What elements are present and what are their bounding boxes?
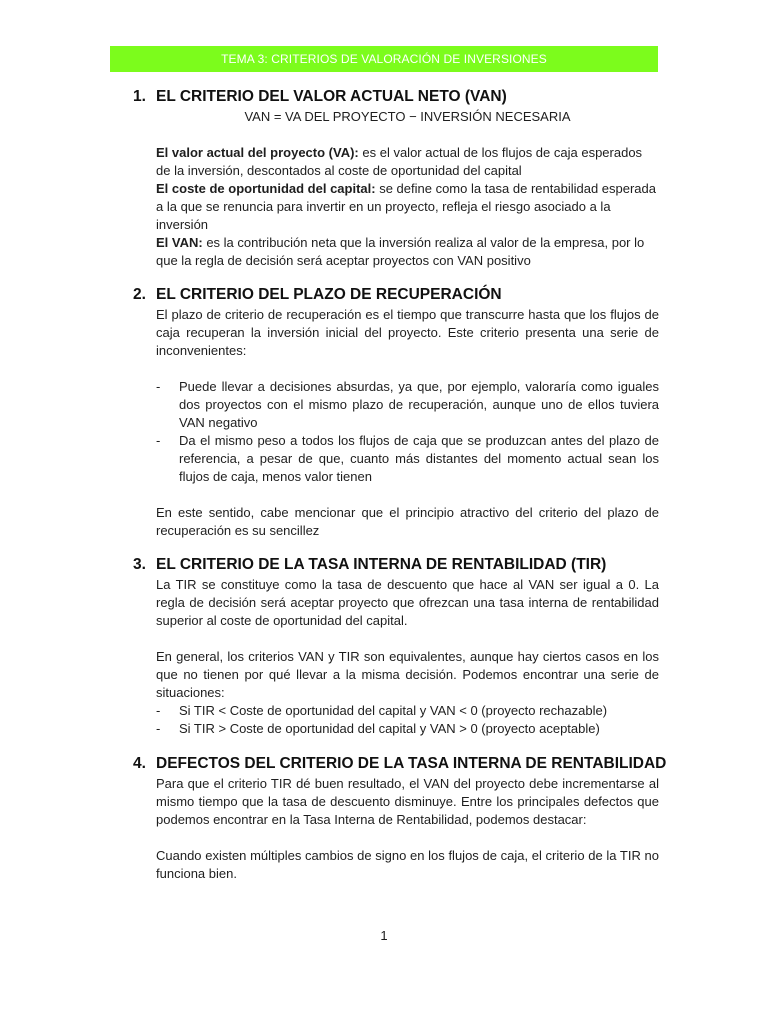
definition-term: El valor actual del proyecto (VA): <box>156 145 359 160</box>
section-title <box>133 554 659 576</box>
section-title-text: EL CRITERIO DEL VALOR ACTUAL NETO (VAN) <box>156 88 507 105</box>
paragraph: En general, los criterios VAN y TIR son equivalentes, aunque hay ciertos casos en los que no tienen por qué llevar a la misma decisión. Podemos encontrar una serie de situaciones: <box>156 649 659 700</box>
list-item: - Da el mismo peso a todos los flujos de caja que se produzcan antes del plazo de referencia, a pesar de que, cuanto más distantes del momento actual sean los flujos de caja, menos valor tienen <box>156 433 659 484</box>
bullet-marker: - <box>156 379 161 394</box>
definition-va <box>156 144 659 180</box>
page-number: 1 <box>380 928 388 943</box>
definition-term: El coste de oportunidad del capital: <box>156 181 376 196</box>
definition-text: es el valor actual de los flujos de caja esperados de la inversión, descontados al coste de oportunidad del capital <box>156 145 643 178</box>
document-header: TEMA 3: CRITERIOS DE VALORACIÓN DE INVERSIONES <box>110 46 658 72</box>
definition-term: El VAN: <box>156 235 203 250</box>
paragraph: La TIR se constituye como la tasa de descuento que hace al VAN ser igual a 0. La regla de decisión será aceptar proyecto que ofrezcan una tasa interna de rentabilidad superior al coste de oportunidad del capital. <box>156 577 659 628</box>
list-item: - Puede llevar a decisiones absurdas, ya que, por ejemplo, valoraría como iguales dos proyectos con el mismo plazo de recuperación, aunque uno de ellos tuviera VAN negativo <box>156 379 659 430</box>
section-title-text: EL CRITERIO DE LA TASA INTERNA DE RENTABILIDAD (TIR) <box>156 556 607 573</box>
van-formula: VAN = VA DEL PROYECTO − INVERSIÓN NECESARIA <box>244 109 571 124</box>
list-item: - Si TIR < Coste de oportunidad del capital y VAN < 0 (proyecto rechazable) <box>156 703 608 718</box>
paragraph: Cuando existen múltiples cambios de signo en los flujos de caja, el criterio de la TIR no funciona bien. <box>156 848 659 881</box>
definition-van <box>156 234 659 270</box>
bullet-list <box>156 702 659 738</box>
section-title <box>133 753 667 775</box>
section-title-text: DEFECTOS DEL CRITERIO DE LA TASA INTERNA DE RENTABILIDAD <box>156 755 667 772</box>
bullet-marker: - <box>156 721 161 736</box>
section-title-text: EL CRITERIO DEL PLAZO DE RECUPERACIÓN <box>156 286 502 303</box>
paragraph: El plazo de criterio de recuperación es el tiempo que transcurre hasta que los flujos de caja recuperan la inversión inicial del proyecto. Este criterio presenta una serie de inconvenientes: <box>156 307 659 358</box>
definition-text: es la contribución neta que la inversión realiza al valor de la empresa, por lo que la regla de decisión será aceptar proyectos con VAN positivo <box>156 235 645 268</box>
section-title <box>133 86 659 108</box>
list-item: - Si TIR > Coste de oportunidad del capital y VAN > 0 (proyecto aceptable) <box>156 721 600 736</box>
section-van <box>133 86 659 270</box>
section-number: 3. <box>133 556 146 573</box>
definition-text: se define como la tasa de rentabilidad esperada a la que se renuncia para invertir en un proyecto, refleja el riesgo asociado a la inversión <box>156 181 657 232</box>
section-title <box>133 284 659 306</box>
bullet-list <box>156 378 659 486</box>
paragraph: En este sentido, cabe mencionar que el principio atractivo del criterio del plazo de recuperación es su sencillez <box>156 505 659 538</box>
bullet-marker: - <box>156 703 161 718</box>
section-number: 4. <box>133 755 146 772</box>
section-defectos-tir <box>133 753 667 883</box>
definition-coste-oportunidad <box>156 180 659 234</box>
bullet-marker: - <box>156 433 161 448</box>
section-plazo-recuperacion <box>133 284 659 540</box>
section-number: 2. <box>133 286 146 303</box>
section-tir <box>133 554 659 738</box>
section-number: 1. <box>133 88 146 105</box>
paragraph: Para que el criterio TIR dé buen resultado, el VAN del proyecto debe incrementarse al mismo tiempo que la tasa de descuento disminuye. Entre los principales defectos que podemos encontrar en la Tasa Interna de Rentabilidad, podemos destacar: <box>156 776 659 827</box>
